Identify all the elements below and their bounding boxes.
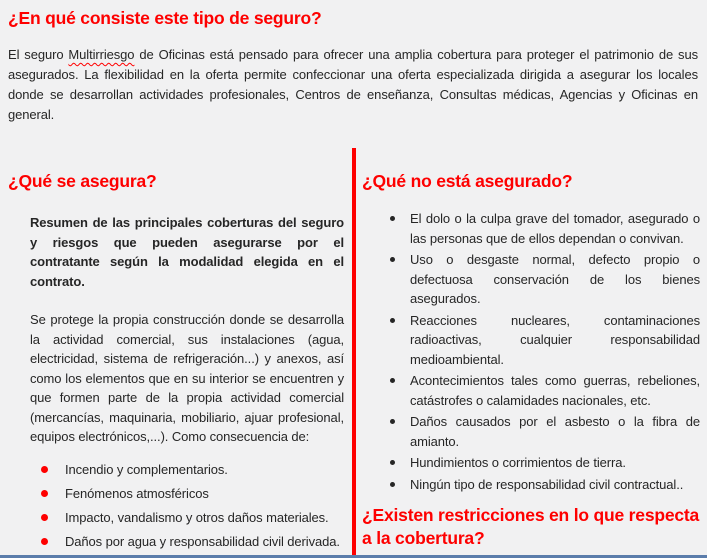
list-item	[390, 475, 700, 495]
red-bullet-icon	[41, 538, 48, 545]
list-item-text: Incendio y complementarios.	[65, 461, 228, 477]
red-bullet-icon	[41, 514, 48, 521]
section-title-restricciones: ¿Existen restricciones en lo que respecta a la cobertura?	[362, 505, 700, 548]
list-item-text: Acontecimientos tales como guerras, rebeliones, catástrofes o calamidades nacionales, etc.	[410, 373, 700, 408]
section-title-no-asegurado: ¿Qué no está asegurado?	[362, 171, 573, 191]
black-bullet-icon	[390, 318, 395, 323]
list-item-text: Daños por agua y responsabilidad civil derivada.	[65, 533, 340, 549]
black-bullet-icon	[390, 257, 395, 262]
red-bullet-icon	[41, 466, 48, 473]
list-item	[41, 484, 340, 504]
misspelled-word: Multirriesgo	[68, 47, 135, 62]
list-item-text: Ningún tipo de responsabilidad civil contractual..	[410, 476, 684, 492]
list-item	[41, 460, 340, 480]
list-item	[390, 250, 700, 309]
black-bullet-icon	[390, 482, 395, 487]
intro-text-post: de Oficinas está pensado para ofrecer una amplia cobertura para proteger el patrimonio de sus asegurados. La flexibilidad en la oferta permite confeccionar una oferta especializada dirigida a asegurar los locales donde se desarrollan actividades profesionales, Centros de enseñanza, Consultas médicas, Agencias y Oficinas en general.	[8, 47, 698, 122]
list-item	[41, 508, 340, 528]
list-item-text: Fenómenos atmosféricos	[65, 485, 209, 501]
intro-paragraph	[8, 45, 698, 125]
black-bullet-icon	[390, 216, 395, 221]
left-column-text-block	[30, 213, 344, 447]
black-bullet-icon	[390, 378, 395, 383]
list-item	[390, 412, 700, 451]
intro-text-pre: El seguro	[8, 47, 69, 62]
black-bullet-icon	[390, 419, 395, 424]
two-column-section	[0, 148, 707, 555]
exclusions-list	[390, 209, 700, 494]
left-body-paragraph: Se protege la propia construcción donde se desarrolla la actividad comercial, sus instalaciones (agua, electricidad, sistema de refrigeración...) y anexos, así como los elementos que en su interior se encuentren y que formen parte de la propia actividad comercial (mercancías, maquinaria, mobiliario, ajuar profesional, equipos electrónicos,...). Como consecuencia de:	[30, 312, 344, 444]
red-bullet-icon	[41, 490, 48, 497]
intro-section	[0, 7, 707, 125]
list-item-text: Uso o desgaste normal, defecto propio o defectuosa conservación de los bienes asegurados.	[410, 252, 700, 306]
list-item	[390, 453, 700, 473]
list-item	[390, 371, 700, 410]
list-item	[390, 311, 700, 370]
section-title-que-se-asegura: ¿Qué se asegura?	[8, 171, 157, 191]
left-lead-paragraph: Resumen de las principales coberturas del seguro y riesgos que pueden asegurarse por el contratante según la modalidad elegida en el contrato.	[30, 215, 344, 289]
list-item	[390, 209, 700, 248]
right-column	[356, 148, 707, 555]
black-bullet-icon	[390, 460, 395, 465]
list-item-text: Daños causados por el asbesto o la fibra de amianto.	[410, 414, 700, 449]
left-column	[0, 148, 352, 555]
covered-risks-list	[41, 460, 340, 552]
list-item-text: Reacciones nucleares, contaminaciones radioactivas, cualquier responsabilidad medioambiental.	[410, 312, 700, 367]
list-item-text: Hundimientos o corrimientos de tierra.	[410, 455, 626, 470]
list-item	[41, 532, 340, 552]
list-item-text: Impacto, vandalismo y otros daños materiales.	[65, 509, 329, 525]
section-title-consiste: ¿En qué consiste este tipo de seguro?	[8, 8, 322, 28]
list-item-text: El dolo o la culpa grave del tomador, asegurado o las personas que de ellos dependan o convivan.	[410, 211, 700, 246]
